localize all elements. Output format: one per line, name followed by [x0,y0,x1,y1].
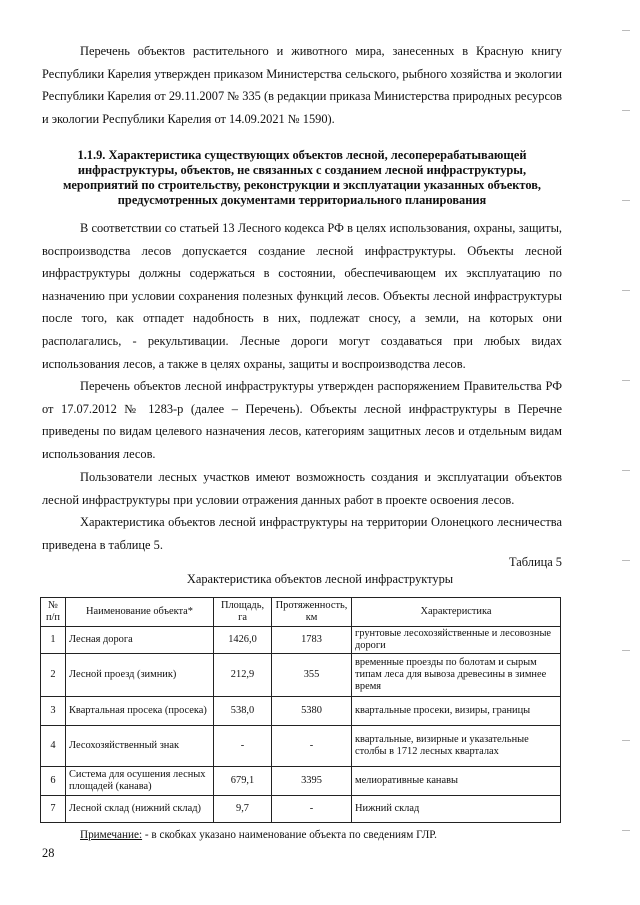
body-paragraph-2: Перечень объектов лесной инфраструктуры утвержден распоряжением Правительства РФ от 17.07.2012 № 1283-р (далее – Перечень). Объекты лесной инфраструктуры в Перечне приведены по видам целевого назначения лесов, категориям защитных лесов и отдельным видам использования лесов. [42,379,562,461]
row-num: 7 [41,796,66,823]
scan-edge-mark [622,740,630,741]
scan-edge-mark [622,560,630,561]
row-num: 3 [41,697,66,726]
footnote-label: Примечание: [80,829,143,841]
table-header-row [41,598,561,627]
infrastructure-table [40,597,561,823]
row-length: - [272,726,352,767]
scan-edge-mark [622,30,630,31]
body-paragraph-4: Характеристика объектов лесной инфраструктуры на территории Олонецкого лесничества приведена в таблице 5. [42,515,562,552]
row-num: 2 [41,654,66,697]
row-desc: временные проезды по болотам и сырым типам леса для вывоза древесины в зимнее время [352,654,561,697]
row-name: Лесная дорога [66,627,214,654]
header-num: № п/п [41,598,66,627]
row-length: - [272,796,352,823]
page-number: 28 [42,846,55,860]
header-length: Протяженность, км [272,598,352,627]
row-num: 6 [41,767,66,796]
row-num: 1 [41,627,66,654]
scan-edge-mark [622,200,630,201]
section-heading: 1.1.9. Характеристика существующих объектов лесной, лесоперерабатывающей инфраструктуры, объектов, не связанных с созданием лесной инфраструктуры, мероприятий по строительству, реконструкции и эксплуатации указанных объектов, предусмотренных документами территориального планирования [62,148,542,207]
row-area: 9,7 [214,796,272,823]
row-desc: Нижний склад [352,796,561,823]
row-desc: квартальные, визирные и указательные столбы в 1712 лесных кварталах [352,726,561,767]
scan-edge-mark [622,380,630,381]
table-label: Таблица 5 [509,555,562,569]
scan-edge-mark [622,650,630,651]
header-desc: Характеристика [352,598,561,627]
table-row [41,796,561,823]
scan-edge-mark [622,110,630,111]
row-length: 3395 [272,767,352,796]
row-area: 212,9 [214,654,272,697]
row-length: 1783 [272,627,352,654]
intro-paragraph: Перечень объектов растительного и животного мира, занесенных в Красную книгу Республики Карелия утвержден приказом Министерства сельского, рыбного хозяйства и экологии Республики Карелия от 29.11.2007 № 335 (в редакции приказа Министерства природных ресурсов и экологии Республики Карелия от 14.09.2021 № 1590). [42,44,562,126]
scan-edge-mark [622,830,630,831]
header-area: Площадь, га [214,598,272,627]
body-paragraph-3: Пользователи лесных участков имеют возможность создания и эксплуатации объектов лесной инфраструктуры при условии отражения данных работ в проекте освоения лесов. [42,470,562,507]
row-area: - [214,726,272,767]
footnote-text: - в скобках указано наименование объекта по сведениям ГЛР. [142,829,437,841]
table-row [41,627,561,654]
body-paragraph-1: В соответствии со статьей 13 Лесного кодекса РФ в целях использования, охраны, защиты, воспроизводства лесов допускается создание лесной инфраструктуры. Объекты лесной инфраструктуры должны содержаться в состоянии, обеспечивающем их эксплуатацию по назначению при условии сохранения полезных функций лесов. Объекты лесной инфраструктуры после того, как отпадет надобность в них, подлежат сносу, а земли, на которых они располагались, - рекультивации. Лесные дороги могут создаваться при любых видах использования лесов, а также в целях охраны, защиты и воспроизводства лесов. [42,221,562,371]
row-area: 679,1 [214,767,272,796]
row-length: 355 [272,654,352,697]
row-name: Квартальная просека (просека) [66,697,214,726]
table-row [41,697,561,726]
table-row [41,654,561,697]
row-desc: квартальные просеки, визиры, границы [352,697,561,726]
table-row [41,726,561,767]
row-num: 4 [41,726,66,767]
table-footnote [80,829,437,841]
row-name: Лесной проезд (зимник) [66,654,214,697]
table-title: Характеристика объектов лесной инфраструктуры [186,572,454,586]
row-desc: мелиоративные канавы [352,767,561,796]
scan-edge-mark [622,290,630,291]
header-name: Наименование объекта* [66,598,214,627]
row-name: Лесной склад (нижний склад) [66,796,214,823]
table-row [41,767,561,796]
row-name: Лесохозяйственный знак [66,726,214,767]
row-area: 1426,0 [214,627,272,654]
row-name: Система для осушения лесных площадей (канава) [66,767,214,796]
row-desc: грунтовые лесохозяйственные и лесовозные дороги [352,627,561,654]
scan-edge-mark [622,470,630,471]
row-area: 538,0 [214,697,272,726]
row-length: 5380 [272,697,352,726]
